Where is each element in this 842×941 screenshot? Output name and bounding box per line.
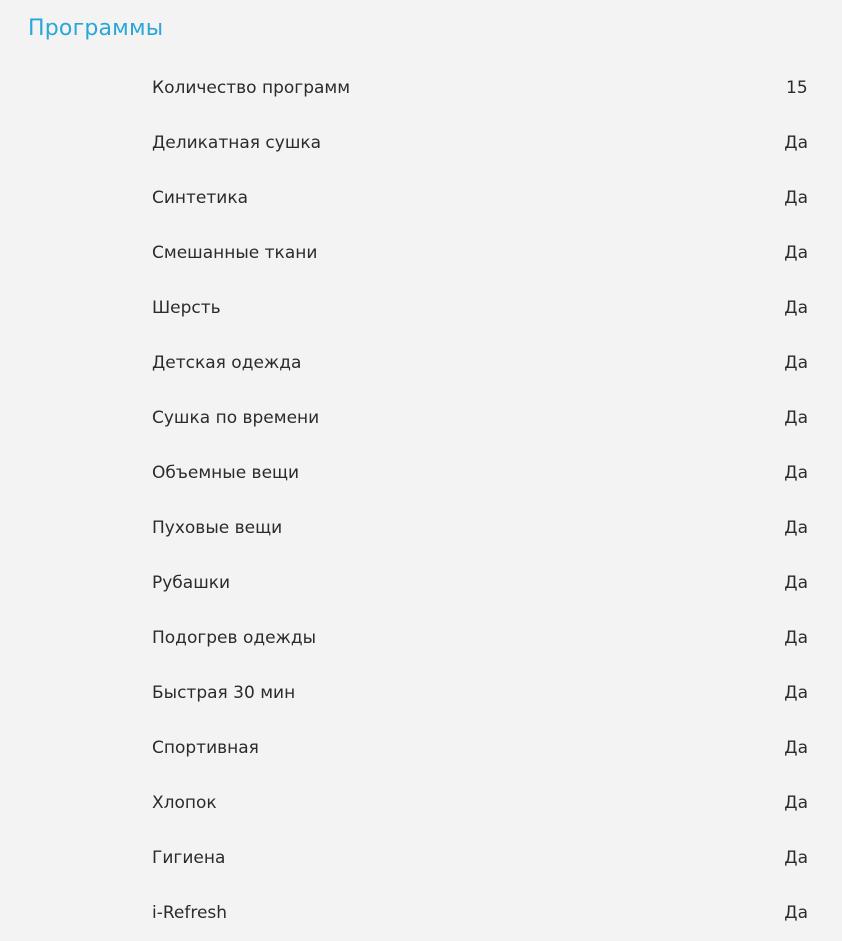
spec-row-down-items — [152, 500, 808, 555]
spec-row-baby-clothes — [152, 335, 808, 390]
spec-value: Да — [784, 847, 808, 868]
spec-name: Шерсть — [152, 297, 221, 318]
spec-row-delicate-dry — [152, 115, 808, 170]
spec-row-wool — [152, 280, 808, 335]
section-title: Программы — [28, 16, 164, 41]
spec-name: Детская одежда — [152, 352, 302, 373]
spec-value: Да — [784, 737, 808, 758]
spec-value: Да — [784, 407, 808, 428]
spec-value: 15 — [786, 77, 808, 98]
spec-row-shirts — [152, 555, 808, 610]
spec-name: i-Refresh — [152, 902, 228, 923]
spec-value: Да — [784, 352, 808, 373]
spec-value: Да — [784, 682, 808, 703]
spec-row-cotton — [152, 775, 808, 830]
spec-value: Да — [784, 132, 808, 153]
spec-name: Количество программ — [152, 77, 351, 98]
spec-name: Деликатная сушка — [152, 132, 322, 153]
spec-row-synthetics — [152, 170, 808, 225]
spec-name: Смешанные ткани — [152, 242, 318, 263]
spec-row-warm-up — [152, 610, 808, 665]
spec-row-bulky-items — [152, 445, 808, 500]
spec-value: Да — [784, 297, 808, 318]
spec-name: Быстрая 30 мин — [152, 682, 296, 703]
spec-row-timed-dry — [152, 390, 808, 445]
spec-name: Пуховые вещи — [152, 517, 283, 538]
spec-value: Да — [784, 187, 808, 208]
spec-row-hygiene — [152, 830, 808, 885]
spec-value: Да — [784, 792, 808, 813]
spec-name: Сушка по времени — [152, 407, 320, 428]
specs-list — [152, 60, 808, 940]
spec-row-mixed-fabrics — [152, 225, 808, 280]
spec-name: Подогрев одежды — [152, 627, 317, 648]
spec-row-sportswear — [152, 720, 808, 775]
spec-row-quick-30 — [152, 665, 808, 720]
spec-row-i-refresh — [152, 885, 808, 940]
spec-name: Хлопок — [152, 792, 217, 813]
spec-value: Да — [784, 627, 808, 648]
spec-value: Да — [784, 242, 808, 263]
spec-name: Гигиена — [152, 847, 226, 868]
spec-value: Да — [784, 517, 808, 538]
spec-value: Да — [784, 902, 808, 923]
spec-name: Рубашки — [152, 572, 231, 593]
spec-value: Да — [784, 572, 808, 593]
spec-name: Синтетика — [152, 187, 249, 208]
spec-name: Спортивная — [152, 737, 259, 758]
spec-name: Объемные вещи — [152, 462, 300, 483]
spec-row-program-count — [152, 60, 808, 115]
spec-value: Да — [784, 462, 808, 483]
